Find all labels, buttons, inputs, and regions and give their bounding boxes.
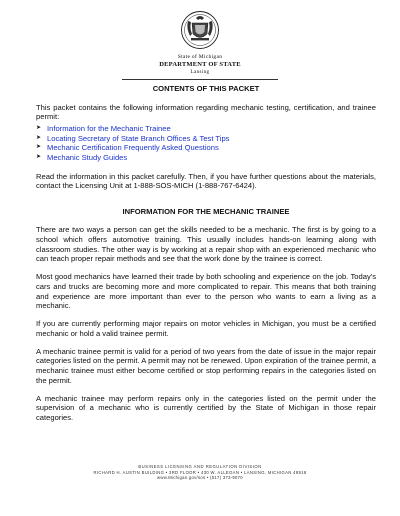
contents-link[interactable] bbox=[36, 134, 376, 144]
header-divider bbox=[122, 79, 278, 80]
contents-link[interactable] bbox=[36, 124, 376, 134]
arrow-bullet-icon: ➤ bbox=[36, 154, 42, 161]
footer-address: RICHARD H. AUSTIN BUILDING • 3RD FLOOR • 430 W. ALLEGAN • LANSING, MICHIGAN 48918 bbox=[93, 469, 307, 475]
document-body bbox=[36, 84, 376, 431]
footer-contact: www.Michigan.gov/sos • (517) 373-9070 bbox=[157, 475, 243, 480]
trainee-paragraph: A mechanic trainee permit is valid for a period of two years from the date of issue in the major repair categories listed on the permit. A permit may not be renewed. Upon expiration of the trainee permit, a mechanic trainee must either become certified or stop performing repairs in the categories listed on the permit. bbox=[36, 346, 376, 385]
state-seal-icon bbox=[180, 10, 220, 50]
agency-city: Lansing bbox=[190, 70, 210, 75]
agency-name bbox=[0, 53, 400, 77]
link-text[interactable]: Locating Secretary of State Branch Offices & Test Tips bbox=[47, 133, 230, 143]
footer-division: BUSINESS LICENSING AND REGULATION DIVISION bbox=[138, 464, 262, 469]
trainee-paragraph: A mechanic trainee may perform repairs only in the categories listed on the permit under the supervision of a mechanic who is currently certified by the State of Michigan in those repair categories. bbox=[36, 393, 376, 422]
trainee-paragraph: Most good mechanics have learned their trade by both schooling and experience on the job. Today's cars and trucks are becoming more and more complicated to repair. This means that both training and experience are more important than ever to the person who wants to earn a living as a mechanic. bbox=[36, 272, 376, 311]
link-text[interactable]: Mechanic Study Guides bbox=[47, 153, 128, 163]
contents-link[interactable] bbox=[36, 143, 376, 153]
trainee-heading: INFORMATION FOR THE MECHANIC TRAINEE bbox=[122, 206, 290, 216]
arrow-bullet-icon: ➤ bbox=[36, 125, 42, 132]
arrow-bullet-icon: ➤ bbox=[36, 134, 42, 141]
contents-link[interactable] bbox=[36, 153, 376, 163]
trainee-paragraph: There are two ways a person can get the skills needed to be a mechanic. The first is by going to a school which offers automotive training. This usually includes hands-on learning along with classroom studies. The other way is by working at a repair shop with an experienced mechanic who can teach proper repair methods and see that the work done by the trainee is correct. bbox=[36, 225, 376, 264]
agency-department: DEPARTMENT OF STATE bbox=[159, 61, 241, 68]
contents-link-list bbox=[36, 124, 376, 162]
contents-heading: CONTENTS OF THIS PACKET bbox=[152, 84, 260, 93]
link-text[interactable]: Mechanic Certification Frequently Asked Questions bbox=[47, 143, 219, 153]
agency-state: State of Michigan bbox=[177, 54, 223, 60]
footer bbox=[0, 464, 400, 481]
arrow-bullet-icon: ➤ bbox=[36, 144, 42, 151]
contents-intro: This packet contains the following information regarding mechanic testing, certification, and trainee permit: bbox=[36, 102, 376, 122]
letterhead bbox=[0, 10, 400, 80]
link-text[interactable]: Information for the Mechanic Trainee bbox=[47, 124, 171, 134]
trainee-paragraph: If you are currently performing major repairs on motor vehicles in Michigan, you must be a certified mechanic or hold a valid trainee permit. bbox=[36, 319, 376, 338]
contents-closing: Read the information in this packet carefully. Then, if you have further questions about the materials, contact the Licensing Unit at 1-888-SOS-MICH (1-888-767-6424). bbox=[36, 171, 376, 191]
